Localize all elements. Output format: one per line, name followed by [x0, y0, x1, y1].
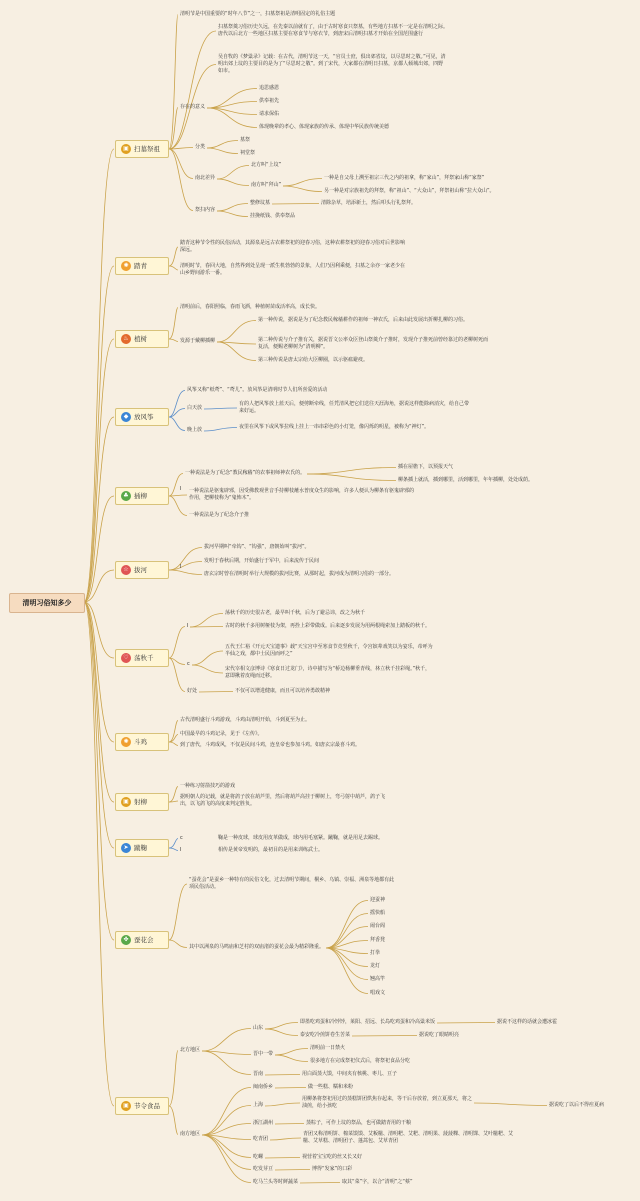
clover-icon: ✤ [121, 935, 131, 945]
branch-connector [217, 342, 256, 361]
branch-connector [207, 108, 257, 128]
node-m18[interactable]: 浙江湖州 [253, 1120, 274, 1126]
branch-connector [169, 308, 178, 340]
node-i1[interactable]: 一种练习射箭技巧的游戏 [180, 783, 236, 789]
branch-connector [265, 1029, 298, 1036]
root-connector [84, 602, 114, 1106]
branch-connector [283, 179, 322, 187]
branch-connector [275, 1170, 310, 1171]
gift-icon: ▣ [121, 144, 131, 154]
topic-t4[interactable] [115, 408, 169, 426]
branch-connector [202, 1135, 251, 1183]
branch-connector [169, 548, 202, 571]
node-h3[interactable]: 到了唐代，斗鸡成风，不仅是民间斗鸡，连皇帝也参加斗鸡。如唐玄宗最喜斗鸡。 [180, 742, 361, 748]
root-connector [84, 339, 114, 602]
branch-connector [204, 428, 237, 432]
node-a4[interactable]: 存在的意义 [180, 104, 206, 110]
node-m26[interactable]: 吃马兰头等时鲜蔬菜 [253, 1179, 299, 1185]
root-node[interactable]: 清明习俗知多少 [9, 593, 85, 613]
branch-connector [202, 1029, 251, 1052]
node-k4[interactable]: 摇快船 [370, 910, 386, 916]
topic-t11[interactable] [115, 931, 169, 949]
node-m20[interactable]: 吃青团 [253, 1136, 269, 1142]
branch-connector [169, 570, 202, 575]
branch-connector [169, 627, 185, 659]
topic-label: 插柳 [134, 492, 147, 500]
branch-connector [169, 149, 193, 179]
root-connector [84, 266, 114, 602]
node-m24[interactable]: 吃发芽豆 [253, 1166, 274, 1172]
node-m3[interactable]: 即墨吃鸡蛋和冷饽饽，莱阳、招远、长岛吃鸡蛋和冷高粱米饭 [300, 1019, 436, 1025]
node-e1[interactable]: 一种说法是为了纪念“教民稼穑”的农事祖师神农氏的。 [185, 470, 306, 476]
node-a13[interactable]: 北方叫“上坟” [251, 162, 282, 168]
node-a15[interactable]: 一种是自父母上溯至祖宗三代之内的祖拿，称“家山”，拜祭家山称“家祭” [324, 175, 485, 181]
node-k6[interactable]: 拜香凳 [370, 937, 386, 943]
node-k2[interactable]: 其中以洲泉的马鸣庙和芝村的双庙渚的蚕花会最为精彩隆重。 [189, 944, 325, 950]
node-a20[interactable]: 挂挽纸钱、供奉祭品 [250, 213, 296, 219]
topic-t6[interactable] [115, 561, 169, 579]
branch-connector [217, 204, 248, 212]
branch-connector [169, 15, 178, 150]
branch-connector [169, 1051, 178, 1107]
branch-connector [202, 1051, 251, 1055]
node-i2[interactable]: 据明朝人的记载，就是将鸽子放在葫芦里，然后将葫芦高挂于柳树上，弯弓射中葫芦，鸽子飞出，以飞鸽飞的高度来判定胜负。 [180, 794, 386, 807]
node-a14[interactable]: 南方叫“拜山” [251, 182, 282, 188]
branch-connector [169, 839, 178, 849]
node-k3[interactable]: 迎蚕神 [370, 897, 386, 903]
branch-connector [300, 1183, 340, 1184]
sun-icon: ✺ [121, 737, 131, 747]
heart-icon: ♡ [121, 653, 131, 663]
node-m4[interactable]: 据说不这样的话就会遭冰雹 [497, 1019, 558, 1025]
node-m9[interactable]: 很多地方在完成祭祀仪式后，将祭祀食品分吃 [310, 1058, 411, 1064]
kite-icon: ◆ [121, 412, 131, 422]
topic-label: 放风筝 [134, 413, 154, 421]
branch-connector [326, 927, 368, 949]
branch-connector [169, 149, 193, 211]
node-m2[interactable]: 山东 [253, 1025, 264, 1031]
node-c3[interactable]: 第一种传说，据说是为了纪念教民稼穑耕作的祖师一神农氏，后来由此发展出折柳扎柳的习俗。 [258, 317, 469, 323]
node-a8[interactable]: 体现晚辈的孝心、体现家族的传承、体现中华民族传统美德 [259, 124, 390, 130]
node-k9[interactable]: 翘高竿 [370, 976, 386, 982]
branch-connector [169, 721, 178, 743]
branch-connector [192, 665, 223, 673]
node-a11[interactable]: 祠堂祭 [240, 150, 256, 156]
topic-label: 蹴鞠 [134, 844, 147, 852]
fire-icon: ♨ [121, 334, 131, 344]
node-m1[interactable]: 北方地区 [180, 1047, 201, 1053]
node-f2[interactable]: 发明于春秋后期，开始盛行于军中，后来流传于民间 [204, 558, 320, 564]
branch-connector [169, 940, 187, 948]
branch-connector [326, 914, 368, 949]
node-c4[interactable]: 第二种传说与介子推有关，据说晋文公率众臣登山祭奠介子推时，发现介子推死前曾经靠过的老柳树死而复活，便赐老柳树为“清明柳”。 [258, 337, 489, 350]
branch-connector [275, 1055, 308, 1062]
node-g1[interactable]: 荡秋千的历史很古老，最早叫千秋，后为了避忌讳，改之为秋千 [225, 610, 366, 616]
sun-icon: ✺ [121, 261, 131, 271]
node-f3[interactable]: 唐玄宗时曾在清明时举行大规模的拔河比赛，从那时起，拔河成为清明习俗的一部分。 [204, 571, 395, 577]
branch-connector [169, 339, 178, 342]
branch-connector [207, 141, 238, 149]
node-m21[interactable]: 青团又称清明饼、棉菜馍馍、艾粄糍、清明粑、艾粑、清明果、菠菠粿、清明馃、艾叶糍粑、艾糍、艾草糕、清明团子、蓬蒿包、艾草青团 [303, 1131, 514, 1144]
topic-t7[interactable] [115, 649, 169, 667]
branch-connector [202, 1135, 251, 1170]
branch-connector [270, 1138, 301, 1140]
node-a6[interactable]: 供奉祖先 [259, 98, 280, 104]
node-m6[interactable]: 据说吃了眼睛明亮 [419, 1032, 460, 1038]
star-icon: ☆ [121, 565, 131, 575]
node-m23[interactable]: 视营着宝宝吃的丝又长又好 [302, 1154, 363, 1160]
node-g7[interactable]: 不仅可以增进健康，而且可以培养勇敢精神 [235, 688, 331, 694]
branch-connector [207, 148, 238, 154]
topic-t10[interactable] [115, 839, 169, 857]
branch-connector [169, 787, 178, 803]
branch-connector [265, 1103, 300, 1106]
node-a1[interactable]: 清明节是中国重要的“时年八节”之一，扫墓祭祖是清明固定的礼俗主题 [180, 11, 336, 17]
node-a5[interactable]: 追思感恩 [259, 85, 280, 91]
branch-connector [199, 692, 233, 693]
node-e5[interactable]: 一种说法是为了纪念介子推 [189, 512, 250, 518]
node-m10[interactable]: 晋南 [253, 1071, 264, 1077]
branch-connector [474, 1103, 547, 1106]
node-a10[interactable]: 墓祭 [240, 137, 251, 143]
branch-connector [169, 417, 185, 431]
branch-connector [169, 266, 178, 270]
node-g2[interactable]: 古时的秋千多用树桠枝为架，再拴上彩带做成。后来逐步发展为用两根绳索加上踏板的秋千。 [225, 623, 431, 629]
branch-connector [202, 1106, 251, 1136]
node-m11[interactable]: 用白面蒸大馍，中间夹有核桃、枣儿、豆子 [302, 1071, 398, 1077]
branch-connector [217, 166, 249, 180]
node-k1[interactable]: “蚕花会”是蚕乡一种特有的民俗文化，过去清明节期间，桐乡、乌镇、崇福、洲泉等地都有此项民俗活动。 [189, 877, 395, 890]
branch-connector [265, 1023, 298, 1030]
branch-connector [169, 247, 178, 266]
node-m8[interactable]: 清明前一日禁火 [310, 1045, 346, 1051]
topic-label: 踏青 [134, 262, 147, 270]
root-connector [84, 602, 114, 802]
root-connector [84, 149, 114, 602]
node-m13[interactable]: 闽南侨乡 [253, 1084, 274, 1090]
topic-label: 斗鸡 [134, 738, 147, 746]
node-b1[interactable]: 踏青这种节令性的民俗活动，其源泉是远古农耕祭祀的迎春习俗，这种农耕祭祀的迎春习俗对后世影响深远。 [180, 240, 406, 253]
branch-connector [169, 495, 187, 496]
node-m7[interactable]: 晋中一带 [253, 1051, 274, 1057]
branch-connector [207, 89, 257, 109]
branch-connector [217, 321, 256, 343]
node-k8[interactable]: 龙灯 [370, 963, 381, 969]
branch-connector [307, 468, 396, 475]
branch-connector [217, 179, 249, 186]
node-e2[interactable]: 插在屋檐下，以预报天气 [398, 464, 454, 470]
node-a2[interactable]: 扫墓祭奠习俗历史久远，在先秦以前就有了，由于古时寒食只祭墓，有些地方扫墓不一定是在清明之际。唐代以后北方一些地区扫墓主要在寒食节与寒衣节，到唐宋后清明扫墓才开始在全国范围盛行 [218, 24, 449, 37]
topic-label: 蚕花会 [134, 936, 154, 944]
topic-label: 射柳 [134, 798, 147, 806]
node-d1[interactable]: 风筝又称“纸鸢”、“鸢儿”。放风筝是清明时节人们所喜爱的活动 [187, 387, 328, 393]
node-m14[interactable]: 做一些糕、糯和米粉 [308, 1084, 354, 1090]
node-d2[interactable]: 白天放 [187, 405, 203, 411]
branch-connector [275, 1049, 308, 1056]
branch-connector [265, 1158, 300, 1159]
node-j3[interactable]: 相传是黄帝发明的，最初目的是用来训练武士。 [218, 847, 324, 853]
node-m17[interactable]: 据说吃了以后不得疰夏病 [549, 1102, 605, 1108]
node-g3[interactable]: c [187, 661, 190, 667]
branch-connector [169, 742, 178, 746]
node-a16[interactable]: 另一种是对宗族祖先的拜祭，称“祖山”、“大众山”，拜祭祖山称“拉大众山”。 [324, 188, 495, 194]
branch-connector [352, 1036, 417, 1037]
node-k7[interactable]: 打拳 [370, 950, 381, 956]
node-d5[interactable]: 夜里在风筝下或风筝拉线上挂上一串串彩色的小灯笼，像闪烁的明星，被称为“神灯”。 [239, 424, 430, 430]
node-a7[interactable]: 请求保佑 [259, 111, 280, 117]
branch-connector [169, 391, 185, 418]
node-a3[interactable]: 吴自牧的《梦粱录》记载：在古代，清明节这一天，“官员士庶，俱出郊省坟，以尽思时之敬。”可见，清明出郊上坟的主要目的是为了“尽思时之敬”。到了宋代，大家都在清明日扫墓，京都人倾城出郊，四野如市。 [218, 54, 446, 74]
node-g4[interactable]: 五代王仁裕《开元天宝遗事》载“天宝宫中至寒食节竞竖秋千，令宫嫔辈戏笑以为宴乐，帝呼为半仙之戏，都中士民因而呼之” [225, 644, 433, 657]
branch-connector [169, 496, 187, 516]
topic-label: 荡秋千 [134, 654, 154, 662]
branch-connector [169, 1106, 178, 1135]
branch-connector [283, 186, 322, 192]
topic-label: 节令食品 [134, 1102, 160, 1110]
branch-connector [326, 948, 368, 994]
topic-t8[interactable] [115, 733, 169, 751]
branch-connector [265, 1075, 300, 1076]
node-k10[interactable]: 唱戏文 [370, 990, 386, 996]
topic-t1[interactable] [115, 140, 169, 158]
branch-connector [169, 848, 178, 851]
branch-connector [169, 884, 187, 940]
branch-connector [204, 408, 237, 409]
node-m5[interactable]: 泰安吃冷煎饼卷生苦菜 [300, 1032, 351, 1038]
node-j0[interactable]: c [180, 835, 183, 841]
gift-icon: ▣ [121, 797, 131, 807]
branch-connector [217, 211, 248, 217]
node-c2[interactable]: 发源于戴柳插柳 [180, 338, 216, 344]
node-m16[interactable]: 用柳条将祭祀用过的蒸糕饼团烘焦存起来，等干后存放着，到立夏那天，将之油煎，给小孩吃 [302, 1096, 473, 1109]
topic-label: 扫墓祭祖 [134, 145, 160, 153]
root-connector [84, 602, 114, 848]
topic-t12[interactable] [115, 1097, 169, 1115]
node-g6[interactable]: 好处 [187, 688, 198, 694]
node-m15[interactable]: 上海 [253, 1102, 264, 1108]
node-a19[interactable]: 清除杂草，培添新土，然后叩头行礼祭拜。 [321, 200, 417, 206]
node-e3[interactable]: 柳条插上就活，插到哪里，活到哪里，年年插柳，处处成荫。 [398, 477, 534, 483]
topic-t9[interactable] [115, 793, 169, 811]
node-e4[interactable]: 一种说法是驱鬼辟邪，因受佛教观世音手持柳枝蘸水普度众生的影响，许多人便认为柳条有驱鬼辟邪的作用，把柳枝称为“鬼怖木”。 [189, 488, 415, 501]
node-d4[interactable]: 晚上放 [187, 427, 203, 433]
branch-connector [275, 1124, 304, 1125]
branch-connector [190, 614, 223, 628]
topic-t3[interactable] [115, 330, 169, 348]
node-a12[interactable]: 南北差异 [195, 175, 216, 181]
branch-connector [307, 474, 396, 481]
branch-connector [275, 1088, 306, 1089]
node-k5[interactable]: 闹台阁 [370, 923, 386, 929]
node-b2[interactable]: 清明时节，春回大地，自然界到处呈现一派生机勃勃的景象，人们乃因利乘便，扫墓之余亦一家老少在山乡野间游乐一番。 [180, 263, 406, 276]
node-f1[interactable]: 拔河早期叫“牵钩”、“钩强”，唐朝始叫“拔河”。 [204, 544, 310, 550]
sprout-icon: ♣ [121, 491, 131, 501]
topic-label: 植树 [134, 335, 147, 343]
node-j1[interactable]: 鞠是一种皮球，球皮用皮革做成，球内用毛塞紧。蹴鞠，就是用足去踢球。 [218, 835, 384, 841]
node-a17[interactable]: 祭扫内容 [195, 207, 216, 213]
node-g5[interactable]: 宋代宰相文彦博诗《寒食日过龙门》，诗中描写为“桥边杨柳垂青线，林立秋千挂彩绳。”秋千，意即揪着皮绳而迁移。 [225, 666, 431, 679]
node-a9[interactable]: 分类 [195, 144, 206, 150]
topic-label: 拔河 [134, 566, 147, 574]
node-m22[interactable]: 吃螺 [253, 1154, 264, 1160]
topic-t2[interactable] [115, 257, 169, 275]
node-a18[interactable]: 整修坟墓 [250, 200, 271, 206]
node-j2[interactable]: I [180, 847, 182, 853]
branch-connector [437, 1023, 495, 1024]
branch-connector [190, 627, 223, 628]
branch-connector [272, 204, 319, 205]
branch-connector [169, 658, 185, 692]
node-h1[interactable]: 古代清明盛行斗鸡游戏，斗鸡由清明开始，斗到夏至为止。 [180, 717, 311, 723]
send-icon: ➤ [121, 843, 131, 853]
branch-connector [192, 651, 223, 665]
node-c5[interactable]: 第三种传说是唐太宗给大臣柳圈，以示驱瘟避疫。 [258, 357, 369, 363]
branch-connector [202, 1088, 251, 1136]
node-e0[interactable]: I [180, 486, 182, 492]
node-m25[interactable]: 博得“发家”的口彩 [312, 1166, 353, 1172]
node-m12[interactable]: 南方地区 [180, 1131, 201, 1137]
node-h2[interactable]: 中国最早的斗鸡记录，见于《左传》。 [180, 731, 263, 737]
topic-t5[interactable] [115, 487, 169, 505]
node-f0[interactable]: I [180, 564, 182, 570]
node-d3[interactable]: 有的人把风筝放上蓝天后，便剪断牵线，任凭清风把它们送往天涯海角，据说这样能除病消灾，给自己带来好运。 [239, 401, 470, 414]
node-m19[interactable]: 蒸粽子，可作上坟的祭品，也可做踏青用的干粮 [306, 1120, 412, 1126]
node-c1[interactable]: 清明前后，春阳照临，春雨飞洒，种植树苗成活率高，成长快。 [180, 304, 321, 310]
node-m27[interactable]: 取其“菜”字，以合“清明”之“蔡” [342, 1179, 413, 1185]
gift-icon: ▣ [121, 1101, 131, 1111]
node-g0[interactable]: I [187, 623, 189, 629]
